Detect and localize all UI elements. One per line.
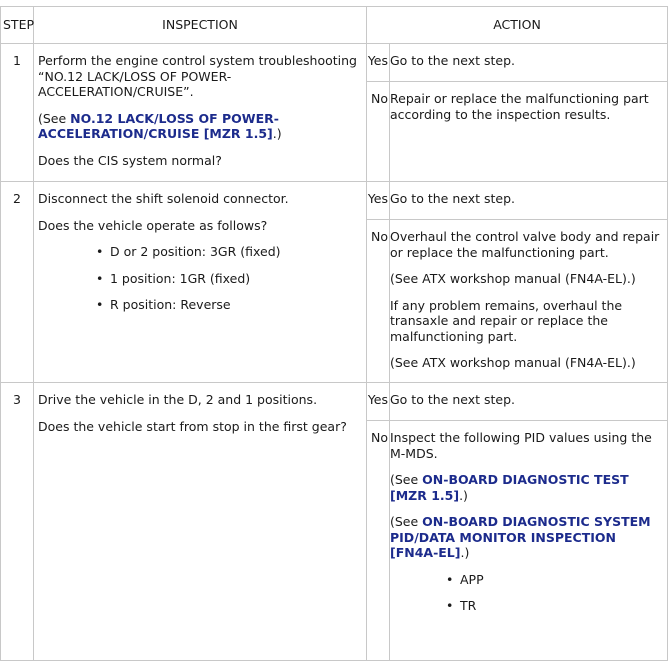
troubleshooting-table <box>0 6 668 661</box>
header-row <box>1 7 668 44</box>
condition-list <box>38 244 362 313</box>
no-action: Repair or replace the malfunctioning part according to the inspection results. <box>390 82 668 182</box>
yes-label: Yes <box>367 383 390 421</box>
inspection-text: Disconnect the shift solenoid connector. <box>38 191 289 206</box>
yes-action: Go to the next step. <box>390 44 668 82</box>
inspection-question: Does the CIS system normal? <box>38 152 222 168</box>
header-step: STEP <box>1 7 34 44</box>
reference-text: (See ON-BOARD DIAGNOSTIC SYSTEM PID/DATA MONITOR INSPECTION [FN4A-EL].) <box>390 514 651 560</box>
step-1-yes-row <box>1 44 668 82</box>
yes-action: Go to the next step. <box>390 182 668 220</box>
step-3-inspection <box>34 383 367 661</box>
list-item: • APP <box>460 572 663 588</box>
no-label: No <box>367 82 390 182</box>
yes-action: Go to the next step. <box>390 383 668 421</box>
step-2-inspection <box>34 182 367 383</box>
reference-text: (See NO.12 LACK/LOSS OF POWER-ACCELERATION/CRUISE [MZR 1.5].) <box>38 110 282 141</box>
yes-label: Yes <box>367 182 390 220</box>
inspection-text: Perform the engine control system troubleshooting “NO.12 LACK/LOSS OF POWER-ACCELERATION/CRUISE”. <box>38 53 357 99</box>
reference-link[interactable]: NO.12 LACK/LOSS OF POWER-ACCELERATION/CRUISE [MZR 1.5] <box>38 110 279 141</box>
list-item: • TR <box>460 598 663 614</box>
step-1-inspection <box>34 44 367 182</box>
no-action: Inspect the following PID values using the M-MDS. (See ON-BOARD DIAGNOSTIC TEST [MZR 1.5].) (See ON-BOARD DIAGNOSTIC SYSTEM PID/DATA MONITOR INSPECTION [FN4A-EL].) • APP • TR <box>390 421 668 661</box>
list-item: • R position: Reverse <box>110 297 362 313</box>
header-inspection: INSPECTION <box>34 7 367 44</box>
no-label: No <box>367 220 390 383</box>
pid-list <box>390 572 663 614</box>
no-label: No <box>367 421 390 661</box>
step-number: 2 <box>1 182 34 383</box>
step-number: 1 <box>1 44 34 182</box>
yes-label: Yes <box>367 44 390 82</box>
inspection-question: Does the vehicle start from stop in the first gear? <box>38 418 347 434</box>
step-3-yes-row <box>1 383 668 421</box>
reference-link[interactable]: ON-BOARD DIAGNOSTIC TEST [MZR 1.5] <box>390 472 629 503</box>
list-item: • 1 position: 1GR (fixed) <box>110 271 362 287</box>
header-action: ACTION <box>367 7 668 44</box>
inspection-question: Does the vehicle operate as follows? <box>38 217 268 233</box>
list-item: • D or 2 position: 3GR (fixed) <box>110 244 362 260</box>
reference-text: (See ON-BOARD DIAGNOSTIC TEST [MZR 1.5].) <box>390 472 629 503</box>
no-action: Overhaul the control valve body and repair or replace the malfunctioning part. (See ATX workshop manual (FN4A-EL).) If any problem remains, overhaul the transaxle and repair or replace the malfunctioning part. (See ATX workshop manual (FN4A-EL).) <box>390 220 668 383</box>
step-number: 3 <box>1 383 34 661</box>
reference-link[interactable]: ON-BOARD DIAGNOSTIC SYSTEM PID/DATA MONITOR INSPECTION [FN4A-EL] <box>390 514 651 560</box>
step-2-yes-row <box>1 182 668 220</box>
inspection-text: Drive the vehicle in the D, 2 and 1 positions. <box>38 392 318 407</box>
